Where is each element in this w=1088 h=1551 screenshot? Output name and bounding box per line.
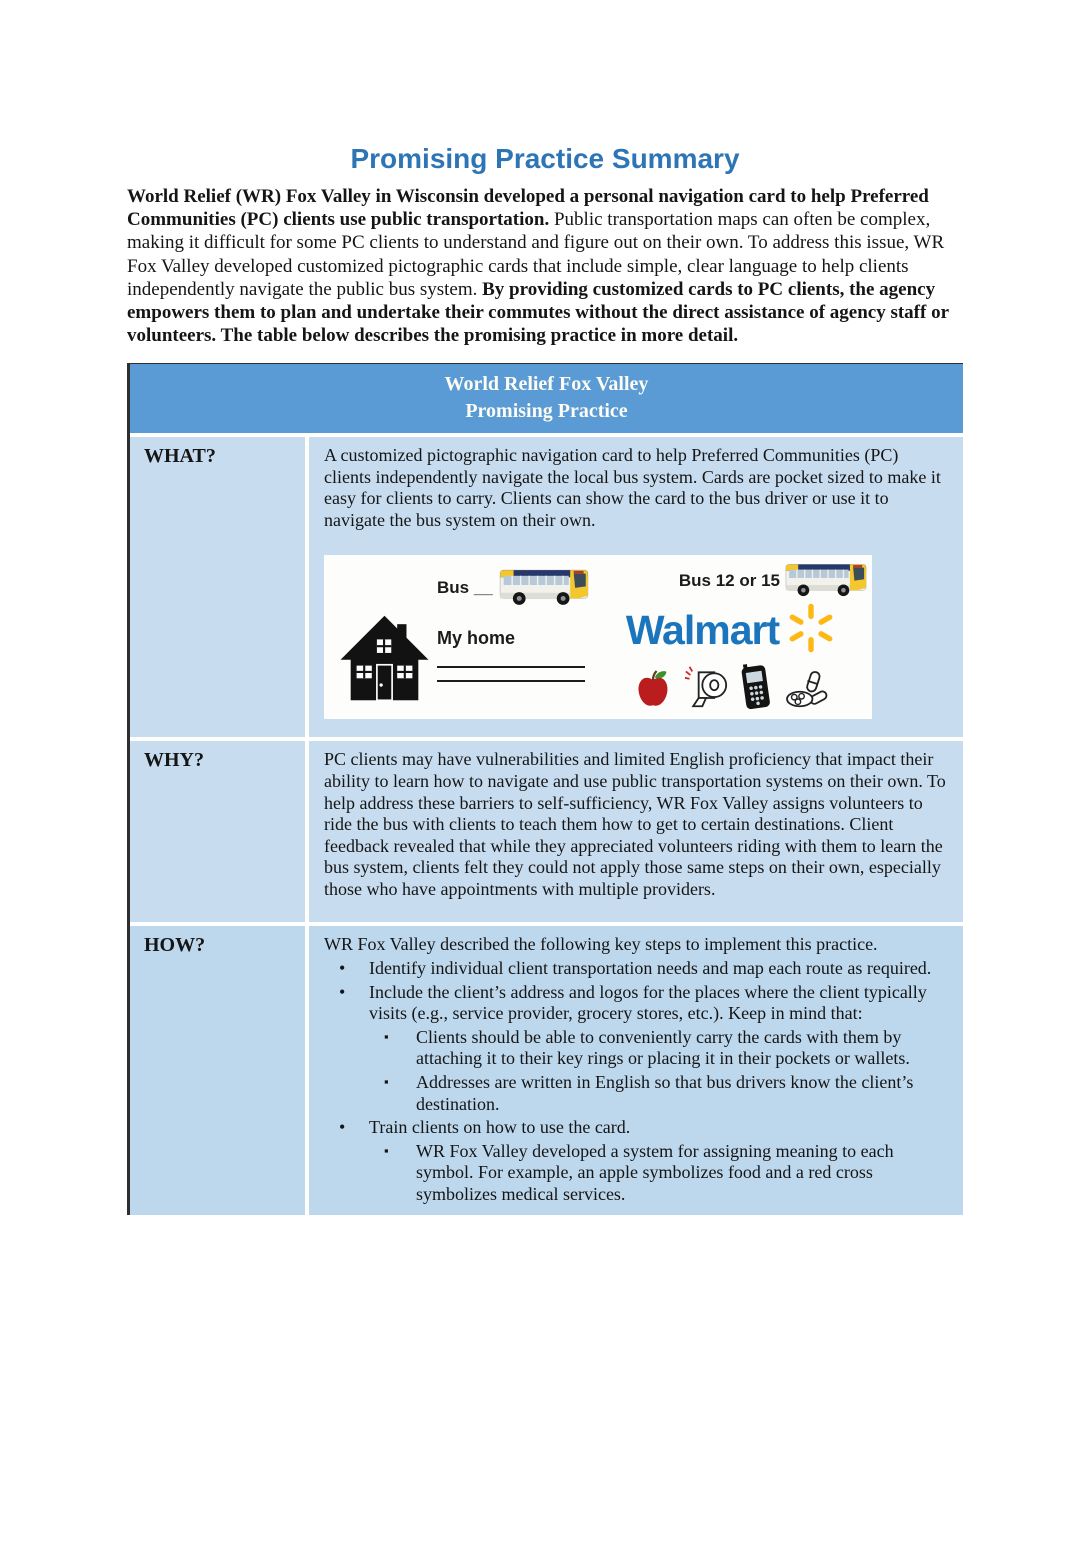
- my-home-label: My home: [437, 627, 516, 648]
- list-item: [324, 1117, 948, 1139]
- house-icon: [338, 608, 431, 714]
- bus-icon: [784, 557, 868, 605]
- list-item-text: Include the client’s address and logos for the places where the client typically visits (e.g., service provider, grocery stores, etc.). Keep in mind that:: [369, 981, 927, 1024]
- apple-icon: [635, 669, 671, 715]
- how-intro-text: WR Fox Valley described the following key steps to implement this practice.: [324, 934, 878, 955]
- list-item: [324, 1072, 948, 1115]
- table-header: [130, 364, 963, 433]
- table-row-how: [130, 922, 963, 1215]
- bus-blank-label: Bus __: [437, 577, 493, 597]
- pills-icon: [784, 669, 830, 715]
- what-text: A customized pictographic navigation card to help Preferred Communities (PC) clients independently navigate the local bus system. Cards are pocket sized to make it easy for clients to carry. Clients can show the card to the bus driver or use it to navigate the bus system on their own.: [324, 444, 941, 530]
- walmart-wordmark: Walmart: [625, 607, 780, 654]
- square-bullet-icon: ▪: [384, 1073, 389, 1089]
- walmart-logo: [592, 601, 872, 661]
- how-label: HOW?: [130, 926, 305, 1215]
- bus-route-label: Bus 12 or 15: [678, 570, 780, 590]
- square-bullet-icon: ▪: [384, 1142, 389, 1158]
- intro-bold-segment-1: World Relief (WR) Fox Valley in Wisconsin developed a personal navigation card to help Preferred Communities (PC) clients use public transportation.: [127, 186, 929, 231]
- list-item: [324, 1027, 948, 1070]
- why-label: WHY?: [130, 741, 305, 922]
- intro-normal-segment: Public transportation maps can often be complex, making it difficult for some PC clients to understand and figure out on their own. To address this issue, WR Fox Valley developed customized pictographic cards that include simple, clear language to help clients independently navigate the public bus system.: [127, 209, 945, 300]
- page-title: Promising Practice Summary: [350, 143, 740, 174]
- write-in-line: [437, 680, 585, 682]
- what-content: [305, 437, 963, 737]
- page: [127, 143, 963, 1215]
- navigation-card-home-side: [324, 555, 592, 719]
- how-content: [305, 926, 963, 1215]
- walmart-spark-icon: [784, 601, 838, 661]
- why-content: [305, 741, 963, 922]
- bullet-icon: •: [339, 981, 346, 1002]
- table-header-line-1: World Relief Fox Valley: [444, 373, 649, 396]
- list-item-text: Train clients on how to use the card.: [369, 1117, 631, 1138]
- navigation-card-image: [324, 555, 872, 719]
- intro-paragraph: [127, 185, 963, 347]
- write-in-line: [437, 666, 585, 668]
- list-item-text: Addresses are written in English so that bus drivers know the client’s destination.: [416, 1071, 914, 1114]
- cell-phone-icon: [737, 661, 774, 716]
- list-item-text: Identify individual client transportation needs and map each route as required.: [369, 957, 932, 978]
- bullet-icon: •: [339, 1117, 346, 1138]
- bus-icon: [498, 562, 590, 614]
- square-bullet-icon: ▪: [384, 1028, 389, 1044]
- table-row-why: [130, 737, 963, 922]
- list-item: [324, 1141, 948, 1206]
- bullet-icon: •: [339, 957, 346, 978]
- table-header-line-2: Promising Practice: [465, 399, 628, 422]
- list-item-text: Clients should be able to conveniently carry the cards with them by attaching it to their key rings or placing it in their pockets or wallets.: [416, 1026, 910, 1069]
- table-row-what: [130, 433, 963, 737]
- list-item: [324, 958, 948, 980]
- intro-bold-segment-2: By providing customized cards to PC clients, the agency empowers them to plan and undertake their commutes without the direct assistance of agency staff or volunteers. The table below describes the promising practice in more detail.: [127, 278, 949, 347]
- list-item: [324, 982, 948, 1025]
- promising-practice-table: [127, 363, 963, 1215]
- why-text: PC clients may have vulnerabilities and limited English proficiency that impact their ability to learn how to navigate and use public transportation systems on their own. To help address these barriers to self-sufficiency, WR Fox Valley assigns volunteers to ride the bus with clients to teach them how to get to certain destinations. Client feedback revealed that while they appreciated volunteers riding with them to learn the bus system, clients felt they could not apply those same steps on their own, especially those who have appointments with multiple providers.: [324, 749, 946, 899]
- navigation-card-destination-side: [592, 555, 872, 719]
- symbol-icons-row: [592, 663, 872, 715]
- toilet-paper-icon: [684, 665, 728, 715]
- list-item-text: WR Fox Valley developed a system for assigning meaning to each symbol. For example, an apple symbolizes food and a red cross symbolizes medical services.: [416, 1140, 894, 1204]
- what-label: WHAT?: [130, 437, 305, 737]
